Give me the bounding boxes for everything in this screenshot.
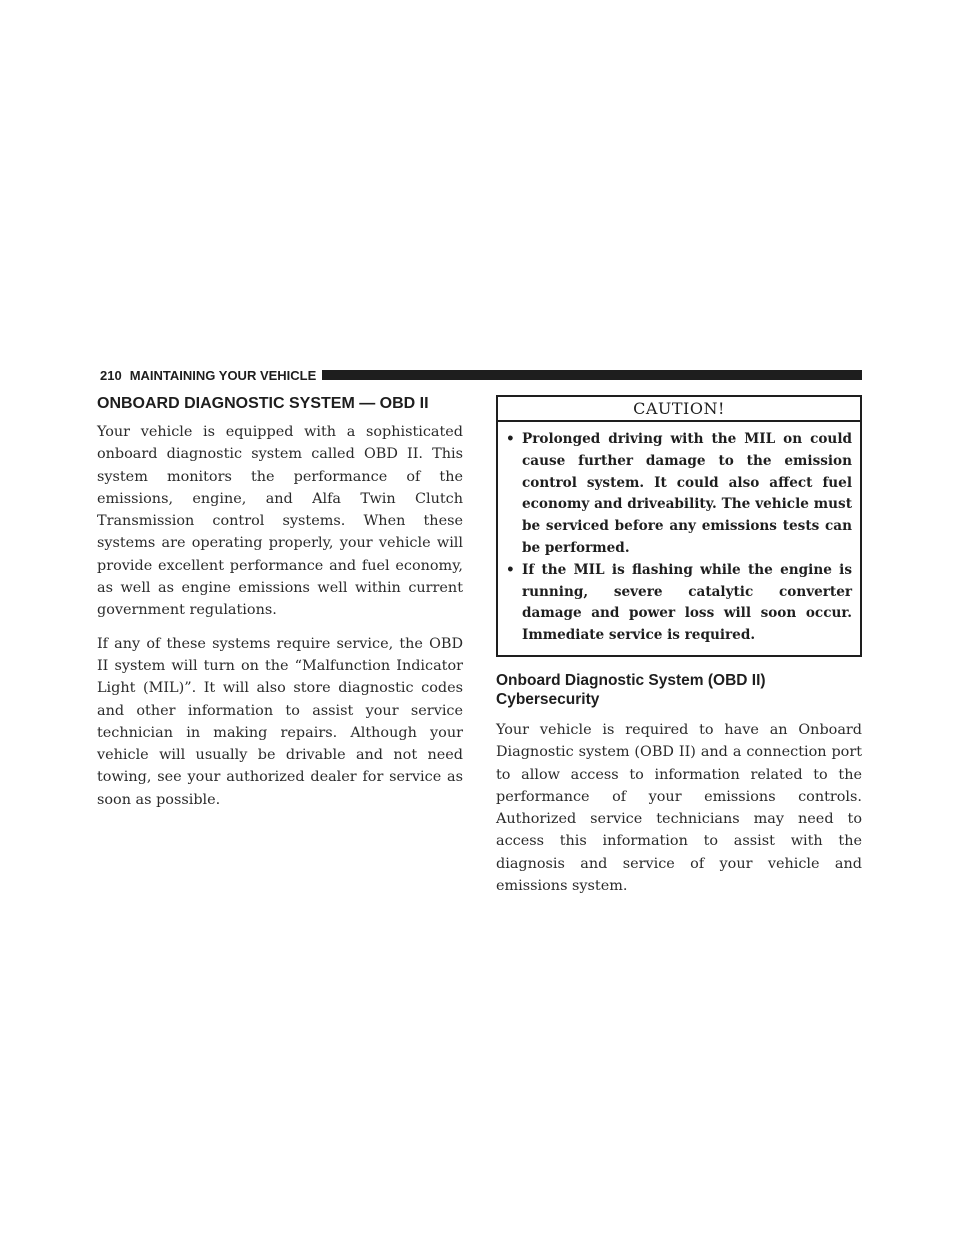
bullet-icon: • — [506, 431, 515, 447]
body-paragraph: Your vehicle is equipped with a sophisticated onboard diagnostic system called OBD II. This system monitors the performance of the emissions, engine, and Alfa Twin Clutch Transmission control systems. When these systems are operating properly, your vehicle will provide excellent performance and fuel economy, as well as engine emissions well within current government regulations. — [97, 424, 463, 619]
caution-item — [506, 429, 852, 560]
caution-list — [498, 422, 860, 655]
header-rule — [322, 370, 862, 380]
caution-item-text: Prolonged driving with the MIL on could cause further damage to the emission control system. It could also affect fuel economy and driveability. The vehicle must be serviced before any emissions tests can be performed. — [522, 431, 852, 556]
caution-item — [506, 560, 852, 647]
bullet-icon: • — [506, 561, 515, 578]
left-column — [97, 395, 463, 822]
section-title: MAINTAINING YOUR VEHICLE — [129, 367, 317, 383]
right-column — [496, 395, 862, 908]
page-number: 210 — [100, 367, 122, 383]
subsection-heading: Onboard Diagnostic System (OBD II) Cybersecurity — [496, 671, 766, 708]
caution-title: CAUTION! — [498, 397, 860, 422]
body-paragraph: Your vehicle is required to have an Onboard Diagnostic system (OBD II) and a connection port to allow access to information related to the performance of your emissions controls. Authorized service technicians may need to access this information to assist with the diagnosis and service of your vehicle and emissions system. — [496, 721, 862, 895]
section-heading: ONBOARD DIAGNOSTIC SYSTEM — OBD II — [97, 395, 429, 412]
caution-box — [496, 395, 862, 657]
caution-item-text: If the MIL is flashing while the engine is running, severe catalytic converter damage and power loss will soon occur. Immediate service is required. — [522, 561, 852, 644]
body-paragraph: If any of these systems require service, the OBD II system will turn on the “Malfunction Indicator Light (MIL)”. It will also store diagnostic codes and other information to assist your service technician in making repairs. Although your vehicle will usually be drivable and not need towing, see your authorized dealer for service as soon as possible. — [97, 635, 463, 808]
page-header — [100, 366, 862, 384]
